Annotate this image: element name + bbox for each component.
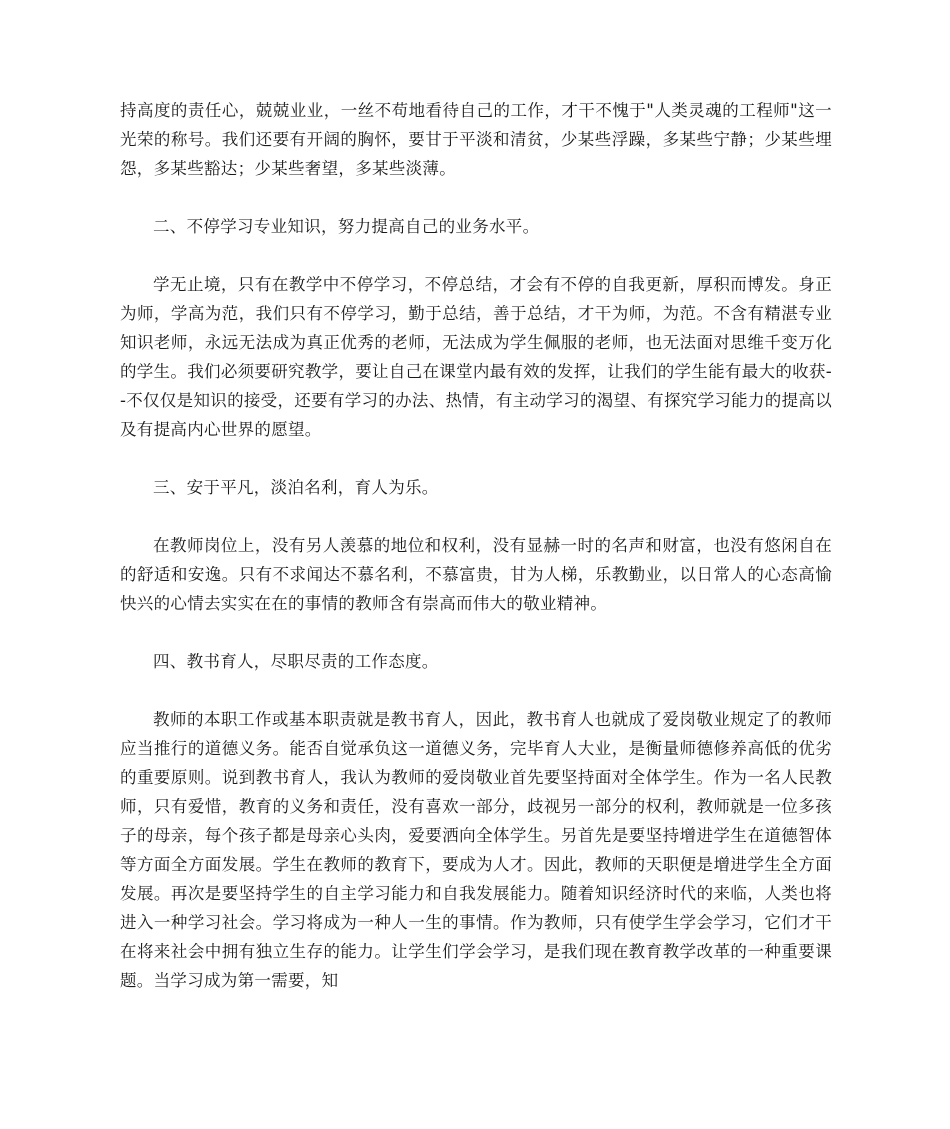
paragraph: 在教师岗位上，没有另人羡慕的地位和权利，没有显赫一时的名声和财富，也没有悠闲自在的舒适和安逸。只有不求闻达不慕名利，不慕富贵，甘为人梯，乐教勤业，以日常人的心态高愉快兴的心情去实实在在的事情的教师含有崇高而伟大的敬业精神。 [120,536,832,613]
section-heading-3: 三、安于平凡，淡泊名利，育人为乐。 [153,478,439,497]
section-heading-4: 四、教书育人，尽职尽责的工作态度。 [153,652,439,671]
document-body [120,96,832,995]
paragraph-continued: 持高度的责任心，兢兢业业，一丝不苟地看待自己的工作，才干不愧于"人类灵魂的工程师"这一光荣的称号。我们还要有开阔的胸怀，要甘于平淡和清贫，少某些浮躁，多某些宁静；少某些埋怨，多某些豁达；少某些奢望，多某些淡薄。 [120,101,832,178]
paragraph: 学无止境，只有在教学中不停学习，不停总结，才会有不停的自我更新，厚积而博发。身正为师，学高为范，我们只有不停学习，勤于总结，善于总结，才干为师，为范。不含有精湛专业知识老师，永远无法成为真正优秀的老师，无法成为学生佩服的老师，也无法面对思维千变万化的学生。我们必须要研究教学，要让自己在课堂内最有效的发挥，让我们的学生能有最大的收获--不仅仅是知识的接受，还要有学习的办法、热情，有主动学习的渴望、有探究学习能力的提高以及有提高内心世界的愿望。 [120,275,832,439]
section-heading-2: 二、不停学习专业知识，努力提高自己的业务水平。 [153,217,540,236]
paragraph: 教师的本职工作或基本职责就是教书育人，因此，教书育人也就成了爱岗敬业规定了的教师应当推行的道德义务。能否自觉承负这一道德义务，完毕育人大业，是衡量师德修养高低的优劣的重要原则。说到教书育人，我认为教师的爱岗敬业首先要坚持面对全体学生。作为一名人民教师，只有爱惜，教育的义务和责任，没有喜欢一部分，歧视另一部分的权利，教师就是一位多孩子的母亲，每个孩子都是母亲心头肉，爱要洒向全体学生。另首先是要坚持增进学生在道德智体等方面全方面发展。学生在教师的教育下，要成为人才。因此，教师的天职便是增进学生全方面发展。再次是要坚持学生的自主学习能力和自我发展能力。随着知识经济时代的来临，人类也将进入一种学习社会。学习将成为一种人一生的事情。作为教师，只有使学生学会学习，它们才干在将来社会中拥有独立生存的能力。让学生们学会学习，是我们现在教育教学改革的一种重要课题。当学习成为第一需要，知 [120,710,832,990]
